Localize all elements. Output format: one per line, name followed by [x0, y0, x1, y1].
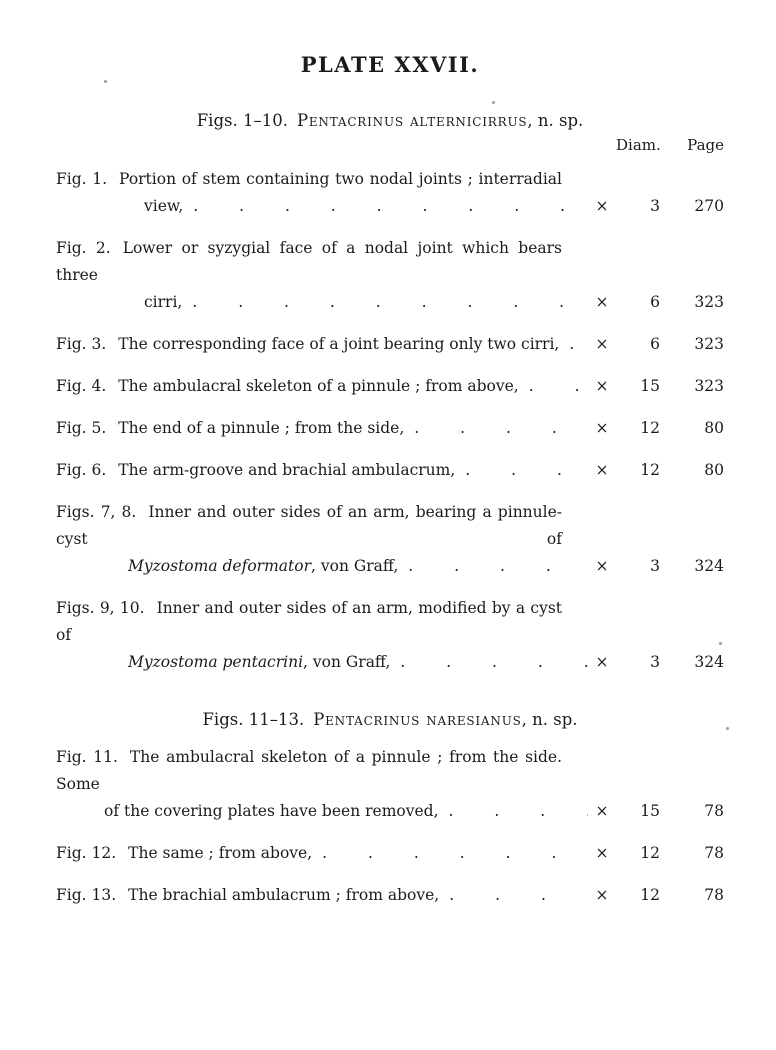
figs-range-label: Figs. 1–10.	[196, 111, 288, 130]
diam-value: 3	[650, 557, 660, 575]
table-row	[56, 415, 724, 442]
new-species-suffix: , n. sp.	[527, 111, 584, 130]
page-value: 324	[694, 653, 724, 671]
scan-speck	[719, 642, 722, 645]
row-text: The corresponding face of a joint bearing only two cirri,	[118, 335, 560, 353]
row-text: The ambulacral skeleton of a pinnule ; from the side. Some	[56, 748, 562, 793]
diam-value: 15	[640, 802, 660, 820]
diam-value: 3	[650, 653, 660, 671]
table-row	[56, 235, 724, 316]
multiply-sign: ×	[595, 557, 609, 575]
row-text: The arm-groove and brachial ambulacrum,	[118, 461, 456, 479]
leader-dots	[455, 457, 588, 484]
row-text: Inner and outer sides of an arm, bearing a pinnule-cyst of	[56, 503, 563, 548]
scan-speck	[104, 80, 107, 83]
table-row	[56, 840, 724, 867]
column-headers	[56, 132, 724, 159]
page-title: PLATE XXVII.	[300, 52, 480, 77]
fig-label: Fig. 3.	[56, 335, 107, 353]
section-heading-1	[56, 111, 724, 130]
row-text: The end of a pinnule ; from the side,	[118, 419, 405, 437]
species-name-italic: Myzostoma deformator	[128, 557, 311, 575]
row-text-continued: view,	[144, 197, 184, 215]
column-header-page: Page	[687, 136, 724, 154]
leader-dots	[183, 193, 588, 220]
leader-dots	[390, 649, 588, 676]
leader-dots	[439, 798, 589, 825]
row-description	[56, 595, 588, 676]
page-value: 78	[704, 802, 724, 820]
multiply-sign: ×	[595, 886, 609, 904]
diam-value: 6	[650, 335, 660, 353]
leader-dots	[404, 415, 588, 442]
fig-label: Fig. 12.	[56, 844, 117, 862]
page-value: 323	[694, 293, 724, 311]
fig-label: Fig. 11.	[56, 748, 118, 766]
row-text-continued: of the covering plates have been removed,	[104, 802, 439, 820]
page-value: 323	[694, 335, 724, 353]
leader-dots	[398, 553, 588, 580]
page-value: 324	[694, 557, 724, 575]
fig-label: Fig. 6.	[56, 461, 107, 479]
multiply-sign: ×	[595, 335, 609, 353]
row-description	[56, 331, 588, 358]
row-description	[56, 499, 588, 580]
new-species-suffix: , n. sp.	[521, 710, 578, 729]
diam-value: 12	[640, 419, 660, 437]
page-value: 78	[704, 886, 724, 904]
table-row	[56, 882, 724, 909]
row-text-continued: , von Graff,	[311, 557, 399, 575]
leader-dots	[312, 840, 588, 867]
row-text: Lower or syzygial face of a nodal joint which bears three	[56, 239, 562, 284]
row-description	[56, 840, 588, 867]
row-description	[56, 166, 588, 220]
row-text: The same ; from above,	[128, 844, 313, 862]
species-name: Pentacrinus naresianus	[313, 710, 522, 729]
row-description	[56, 882, 588, 909]
species-name-italic: Myzostoma pentacrini	[128, 653, 304, 671]
diam-value: 6	[650, 293, 660, 311]
figs-range-label: Figs. 11–13.	[202, 710, 305, 729]
row-description	[56, 235, 588, 316]
leader-dots	[519, 373, 588, 400]
fig-label: Fig. 4.	[56, 377, 107, 395]
fig-label: Figs. 9, 10.	[56, 599, 145, 617]
row-description	[56, 415, 588, 442]
page-value: 78	[704, 844, 724, 862]
row-description	[56, 457, 588, 484]
fig-label: Fig. 1.	[56, 170, 108, 188]
species-name: Pentacrinus alternicirrus	[296, 111, 528, 130]
fig-label: Fig. 13.	[56, 886, 117, 904]
table-row	[56, 595, 724, 676]
scan-speck	[492, 101, 495, 104]
leader-dots	[559, 331, 588, 358]
page-value: 270	[694, 197, 724, 215]
row-text-continued: cirri,	[144, 293, 183, 311]
table-row	[56, 744, 724, 825]
table-row	[56, 331, 724, 358]
page-value: 80	[704, 419, 724, 437]
row-description	[56, 373, 588, 400]
multiply-sign: ×	[595, 802, 609, 820]
multiply-sign: ×	[595, 377, 609, 395]
table-row	[56, 373, 724, 400]
table-row	[56, 457, 724, 484]
fig-label: Figs. 7, 8.	[56, 503, 137, 521]
scan-speck	[726, 727, 729, 730]
row-text: The brachial ambulacrum ; from above,	[128, 886, 440, 904]
page-value: 323	[694, 377, 724, 395]
row-description	[56, 744, 588, 825]
diam-value: 12	[640, 461, 660, 479]
multiply-sign: ×	[595, 197, 609, 215]
multiply-sign: ×	[595, 419, 609, 437]
leader-dots	[182, 289, 588, 316]
diam-value: 15	[640, 377, 660, 395]
diam-value: 3	[650, 197, 660, 215]
multiply-sign: ×	[595, 844, 609, 862]
fig-label: Fig. 2.	[56, 239, 111, 257]
fig-label: Fig. 5.	[56, 419, 107, 437]
multiply-sign: ×	[595, 461, 609, 479]
page-value: 80	[704, 461, 724, 479]
multiply-sign: ×	[595, 653, 609, 671]
section-heading-2	[56, 710, 724, 729]
row-text: The ambulacral skeleton of a pinnule ; from above,	[118, 377, 519, 395]
row-text-continued: , von Graff,	[303, 653, 391, 671]
table-row	[56, 166, 724, 220]
multiply-sign: ×	[595, 293, 609, 311]
diam-value: 12	[640, 844, 660, 862]
leader-dots	[439, 882, 588, 909]
row-text: Inner and outer sides of an arm, modified by a cyst of	[56, 599, 563, 644]
row-text: Portion of stem containing two nodal joints ; interradial	[119, 170, 562, 188]
table-row	[56, 499, 724, 580]
column-header-diam: Diam.	[616, 136, 661, 154]
diam-value: 12	[640, 886, 660, 904]
